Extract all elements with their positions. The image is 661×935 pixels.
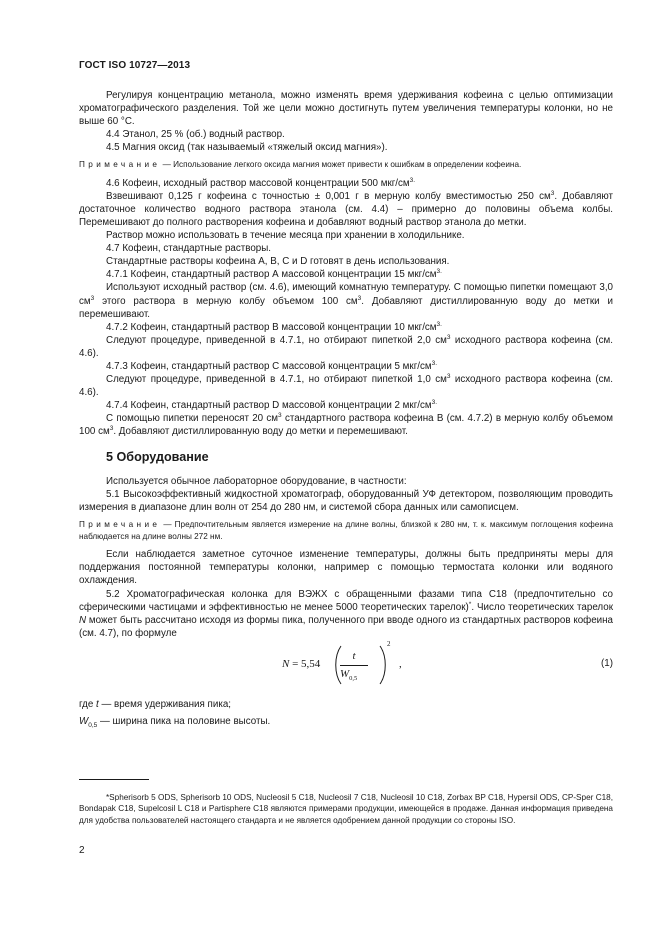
superscript: 3 (278, 412, 282, 420)
paragraph (79, 177, 613, 190)
text: Следуют процедуре, приведенной в 4.7.1, но отбирают пипеткой 1,0 см (106, 374, 447, 386)
superscript: 3. (431, 359, 438, 367)
text: С помощью пипетки переносят 20 см (106, 413, 279, 425)
document-header: ГОСТ ISO 10727—2013 (79, 60, 191, 71)
text: 4.7.2 Кофеин, стандартный раствор В массовой концентрации 10 мкг/см (106, 321, 437, 333)
paragraph: 4.4 Этанол, 25 % (об.) водный раствор. (106, 129, 285, 141)
paragraph (79, 334, 613, 360)
superscript: 3. (431, 399, 438, 407)
symbol: N (282, 657, 290, 670)
superscript: 3 (90, 294, 95, 302)
text: стандартного раствора кофеина В (см. 4.7.2) в мерную колбу объемом 100 см (79, 413, 613, 438)
coefficient: = 5,54 (289, 657, 321, 670)
text: где (79, 698, 97, 710)
text: 4.7.1 Кофеин, стандартный раствор А массовой концентрации 15 мкг/см (106, 269, 437, 281)
superscript: 3. (436, 268, 442, 276)
text: этого раствора в мерную колбу объемом 100 см (94, 295, 358, 307)
paragraph: 4.5 Магния оксид (так называемый «тяжелый оксид магния»). (106, 142, 388, 154)
subscript: 0,5 (349, 675, 358, 683)
paragraph (79, 412, 613, 438)
section-title: 5 Оборудование (106, 449, 209, 464)
definition (79, 698, 613, 711)
text: . Добавляют дистиллированную воду до метки и перемешивают. (79, 295, 613, 320)
paragraph: Раствор можно использовать в течение месяца при хранении в холодильнике. (106, 230, 465, 242)
comma: , (399, 657, 402, 670)
paragraph: Используется обычное лабораторное оборудование, в частности: (106, 475, 407, 487)
text: Взвешивают 0,125 г кофеина с точностью ± 0,001 г в мерную колбу вместимостью 250 см (106, 190, 551, 202)
superscript: 3. (409, 176, 416, 184)
paragraph (79, 373, 613, 399)
paragraph: Если наблюдается заметное суточное изменение температуры, должны быть предприняты меры для поддержания постоянной температуры колонки, например с помощью термостата колонки или водяного охлаждения. (79, 549, 613, 587)
text: . Добавляют дистиллированную воду до метки и перемешивают. (113, 426, 408, 438)
symbol: N (79, 614, 87, 626)
subscript: 0,5 (88, 721, 98, 729)
footnote: *Spherisorb 5 ODS, Spherisorb 10 ODS, Nucleosil 5 C18, Nucleosil 7 C18, Nucleosil 10 C18, Zorbax BP C18, Hypersil ODS, CP-Sper C18, Bondapak C18, Supelcosil L C18 и Partisphere C18 являются примерами продукции, имеющейся в продаже. Данная информация приведена для удобства пользователей настоящего стандарта и не является одобрением данной продукции со стороны ISO. (79, 793, 613, 825)
text: исходного раствора кофеина (см. 4.6). (79, 334, 613, 359)
superscript: 3 (550, 189, 555, 197)
fraction-denominator (340, 668, 370, 685)
note-label: Примечание (79, 519, 161, 529)
note-text: — Использование легкого оксида магния может привести к ошибкам в определении кофеина. (160, 160, 522, 170)
definition (79, 715, 613, 732)
formula (79, 639, 613, 694)
superscript: 3 (446, 333, 451, 341)
paragraph (79, 190, 613, 229)
superscript: 3. (436, 320, 442, 328)
paragraph (79, 588, 613, 640)
paragraph: 4.7 Кофеин, стандартные растворы. (106, 243, 272, 255)
text: . Добавляют достаточное количество водного раствора этанола (см. 4.4) – примерно до половины объема колбы. Перемешивают до полного растворения кофеина и добавляют водный раствор этанола до метки. (79, 190, 614, 228)
superscript: 3 (357, 294, 362, 302)
footnote-marker: * (468, 600, 472, 608)
footnote-divider (79, 779, 149, 780)
text: исходного раствора кофеина (см. 4.6). (79, 374, 613, 399)
symbol: t (96, 698, 99, 710)
equation-number: (1) (601, 657, 613, 669)
paragraph: 5.1 Высокоэффективный жидкостной хроматограф, оборудованный УФ детектором, позволяющим проводить измерения в диапазоне длин волн от 254 до 280 нм, и системой сбора данных или самописцем. (79, 488, 613, 513)
text: 5.2 Хроматографическая колонка для ВЭЖХ с обращенными фазами типа С18 (предпочтительно со сферическими частицами и эффективностью не менее 5000 теоретических тарелок) (79, 588, 613, 613)
text: — ширина пика на половине высоты. (97, 715, 271, 727)
paragraph: Стандартные растворы кофеина А, В, С и D готовят в день использования. (106, 256, 450, 268)
paragraph (79, 268, 613, 281)
text: 4.7.4 Кофеин, стандартный раствор D массовой концентрации 2 мкг/см (106, 400, 432, 412)
text: может быть рассчитано исходя из формы пика, полученного при вводе одного из стандартных растворов кофеина (см. 4.7), по формуле (79, 614, 613, 639)
text: Следуют процедуре, приведенной в 4.7.1, но отбирают пипеткой 2,0 см (106, 334, 447, 346)
note (79, 519, 613, 543)
note-label: Примечание (79, 160, 161, 170)
superscript: 3 (446, 373, 451, 381)
exponent: 2 (387, 639, 391, 648)
document-body (79, 89, 613, 732)
superscript: 3 (109, 425, 114, 433)
symbol: W (340, 667, 350, 680)
note-text: — Предпочтительным является измерение на длине волны, близкой к 280 нм, т. к. максимум поглощения кофеина наблюдается на длине волны 272 нм. (79, 519, 613, 542)
symbol: W (79, 715, 89, 727)
paragraph: Регулируя концентрацию метанола, можно изменять время удерживания кофеина с целью оптимизации хроматографического разделения. Той же цели можно достигнуть путем увеличения температуры колонки, но не выше 60 °С. (79, 90, 613, 128)
paragraph (79, 399, 613, 412)
equation-lhs (282, 658, 320, 671)
text: — время удерживания пика; (98, 698, 231, 710)
paragraph (79, 321, 613, 334)
text: Используют исходный раствор (см. 4.6), имеющий комнатную температуру. С помощью пипетки помещают 3,0 см (79, 282, 613, 307)
note (79, 159, 613, 171)
paragraph (79, 281, 613, 320)
text: . Число теоретических тарелок (471, 601, 613, 613)
text: 4.7.3 Кофеин, стандартный раствор С массовой концентрации 5 мкг/см (106, 360, 432, 372)
fraction-numerator: t (352, 649, 356, 662)
page-number: 2 (79, 845, 85, 856)
paragraph (79, 360, 613, 373)
fraction-bar (340, 665, 368, 666)
text: 4.6 Кофеин, исходный раствор массовой концентрации 500 мкг/см (106, 177, 410, 189)
